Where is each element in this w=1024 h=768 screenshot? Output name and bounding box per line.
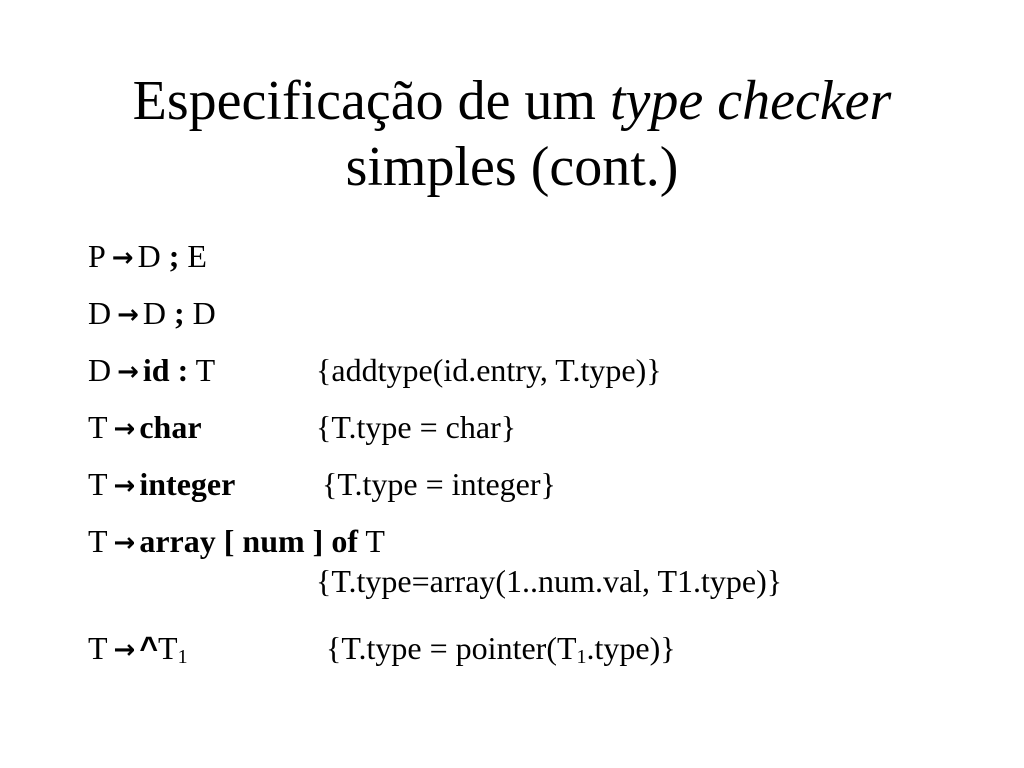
rule-t-pointer: $T \to \^{}T_1$ {T.type = $pointer(T_1.type)$} bbox=[88, 626, 888, 670]
arrow-icon: → bbox=[111, 243, 134, 273]
arrow-icon: → bbox=[117, 300, 139, 330]
caret-symbol: ^ bbox=[139, 630, 159, 666]
title-line-2: simples (cont.) bbox=[345, 136, 679, 198]
slide-title bbox=[60, 68, 964, 200]
semantic-action: {T.type=array(1..num.val, T1.type)} bbox=[316, 563, 783, 599]
title-line-1: Especificação de um type checker bbox=[132, 70, 892, 132]
arrow-icon: → bbox=[117, 357, 139, 387]
rule-p: P → D ; E bbox=[88, 234, 207, 278]
arrow-icon: → bbox=[113, 471, 136, 501]
rule-d-seq: D → D ; D bbox=[88, 291, 216, 335]
rule-t-integer: T → integer {T.type = integer} bbox=[88, 462, 888, 506]
semantic-action: {addtype(id.entry, T.type)} bbox=[316, 352, 662, 388]
semantic-action: {T.type = integer} bbox=[322, 466, 556, 502]
rule-d-id: D → id : T {addtype(id.entry, T.type)} bbox=[88, 348, 888, 392]
semantic-action: {T.type = $pointer(T_1.type)$} bbox=[326, 630, 676, 668]
title-italic: type checker bbox=[609, 70, 892, 132]
arrow-icon: → bbox=[113, 528, 136, 558]
arrow-icon: → bbox=[113, 414, 136, 444]
semantic-action: {T.type = char} bbox=[316, 409, 517, 445]
arrow-icon: → bbox=[113, 635, 136, 665]
rule-t-array: T → array [ num ] of T {T.type=array(1..num.val, T1.type)} bbox=[88, 519, 938, 607]
rule-t-char: T → char {T.type = char} bbox=[88, 405, 888, 449]
